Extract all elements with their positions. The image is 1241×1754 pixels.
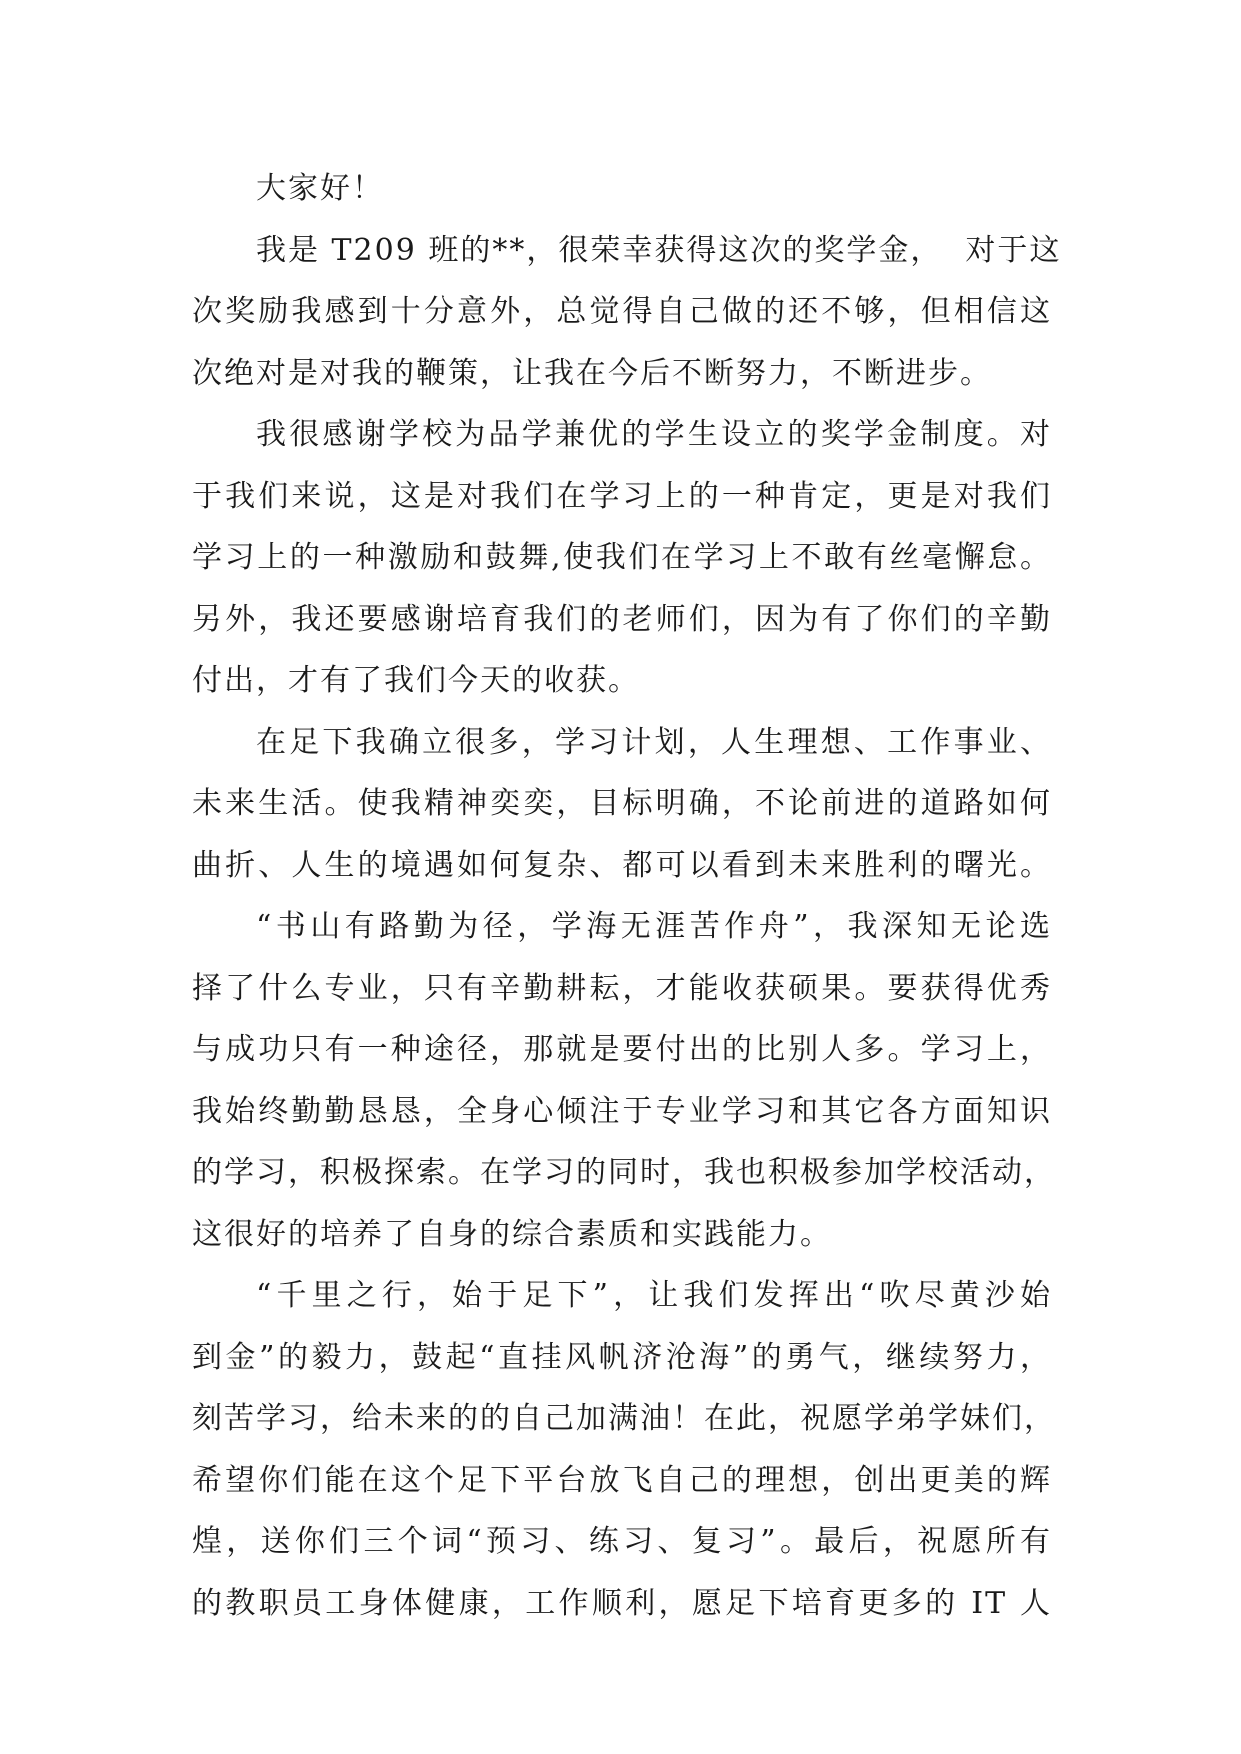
speech-text [192,158,1062,1634]
text-line: 未来生活。使我精神奕奕，目标明确，不论前进的道路如何 [192,786,1052,821]
text-line: 煌，送你们三个词“预习、练习、复习”。最后，祝愿所有 [192,1524,1052,1559]
text-line: 付出，才有了我们今天的收获。 [192,663,640,698]
text-line: 择了什么专业，只有辛勤耕耘，才能收获硕果。要获得优秀 [192,970,1052,1006]
text-line: 我很感谢学校为品学兼优的学生设立的奖学金制度。对 [256,417,1052,452]
text-line: “千里之行，始于足下”，让我们发挥出“吹尽黄沙始 [256,1278,1052,1313]
text-line: “书山有路勤为径，学海无涯苦作舟”，我深知无论选 [256,909,1052,944]
text-line: 我是 T209 班的**，很荣幸获得这次的奖学金， 对于这 [256,232,1062,268]
text-line: 曲折、人生的境遇如何复杂、都可以看到未来胜利的曙光。 [192,847,1052,883]
text-line: 这很好的培养了自身的综合素质和实践能力。 [192,1216,832,1252]
text-line: 于我们来说，这是对我们在学习上的一种肯定，更是对我们 [192,478,1052,514]
text-line: 次奖励我感到十分意外，总觉得自己做的还不够，但相信这 [192,294,1052,329]
text-line: 与成功只有一种途径，那就是要付出的比别人多。学习上， [192,1032,1052,1067]
text-line: 学习上的一种激励和鼓舞,使我们在学习上不敢有丝毫懈怠。 [192,540,1052,575]
text-line: 的学习，积极探索。在学习的同时，我也积极参加学校活动， [192,1155,1056,1190]
text-line: 到金”的毅力，鼓起“直挂风帆济沧海”的勇气，继续努力， [192,1339,1052,1375]
text-line: 我始终勤勤恳恳，全身心倾注于专业学习和其它各方面知识 [192,1093,1052,1129]
text-line: 次绝对是对我的鞭策，让我在今后不断努力，不断进步。 [192,355,992,391]
text-line: 另外，我还要感谢培育我们的老师们，因为有了你们的辛勤 [192,601,1052,637]
text-line: 刻苦学习，给未来的的自己加满油！在此，祝愿学弟学妹们， [192,1401,1056,1436]
text-line: 的教职员工身体健康，工作顺利，愿足下培育更多的 IT 人 [192,1585,1052,1621]
text-line: 在足下我确立很多，学习计划，人生理想、工作事业、 [256,724,1052,760]
text-line: 希望你们能在这个足下平台放飞自己的理想，创出更美的辉 [192,1462,1052,1498]
text-line: 大家好！ [256,171,384,206]
